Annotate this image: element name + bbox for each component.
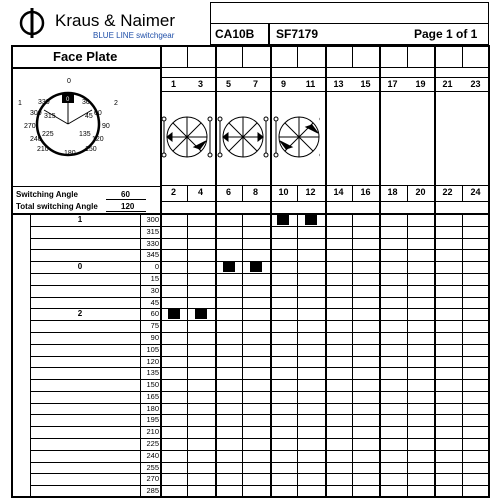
- angle-label: 315: [146, 227, 159, 236]
- grid-column-line: [325, 45, 327, 498]
- terminal-label-top: 7: [252, 79, 258, 89]
- cam-stage-2: [218, 117, 268, 157]
- svg-text:180: 180: [64, 150, 76, 157]
- terminal-label-bottom: 6: [225, 187, 231, 197]
- angle-label: 225: [146, 439, 159, 448]
- svg-text:90: 90: [102, 123, 110, 130]
- grid-column-line: [270, 45, 272, 498]
- terminal-label-bottom: 20: [415, 187, 426, 197]
- diagram-code-label: SF7179: [276, 27, 319, 41]
- grid-row-line: [30, 308, 489, 309]
- switching-angle-label: Switching Angle: [16, 190, 78, 199]
- angle-label: 210: [146, 427, 159, 436]
- grid-row-line: [30, 320, 489, 321]
- terminal-label-bottom: 18: [387, 187, 398, 197]
- angle-label: 135: [146, 368, 159, 377]
- grid-row-line: [30, 438, 489, 439]
- terminal-label-top: 5: [225, 79, 231, 89]
- terminal-label-top: 13: [333, 79, 344, 89]
- grid-row-line: [30, 332, 489, 333]
- angle-label: 150: [146, 380, 159, 389]
- switching-angle-value: 60: [121, 190, 130, 199]
- dial-pos-0: 0: [67, 78, 71, 85]
- svg-text:240: 240: [30, 136, 42, 143]
- angle-label: 75: [150, 321, 159, 330]
- svg-text:300: 300: [30, 110, 42, 117]
- angle-label: 330: [146, 239, 159, 248]
- terminal-label-top: 15: [360, 79, 371, 89]
- terminal-label-top: 9: [280, 79, 286, 89]
- svg-text:120: 120: [92, 136, 104, 143]
- grid-row-line: [30, 226, 489, 227]
- cam-stage-1: [162, 117, 212, 157]
- grid-row-line: [30, 344, 489, 345]
- total-switching-angle-label: Total switching Angle: [16, 202, 98, 211]
- terminal-label-top: 21: [442, 79, 453, 89]
- angle-label: 285: [146, 486, 159, 495]
- terminal-label-bottom: 8: [252, 187, 258, 197]
- brand-name: Kraus & Naimer: [55, 11, 175, 30]
- svg-text:210: 210: [37, 146, 49, 153]
- face-plate-title: Face Plate: [53, 49, 118, 64]
- svg-text:150: 150: [85, 146, 97, 153]
- grid-column-line: [297, 45, 298, 68]
- grid-row-line: [30, 414, 489, 415]
- grid-row-line: [30, 273, 489, 274]
- position-label: 1: [77, 215, 83, 224]
- terminal-label-top: 1: [170, 79, 176, 89]
- grid-row-line: [30, 426, 489, 427]
- svg-text:270: 270: [24, 123, 36, 130]
- terminal-label-top: 19: [415, 79, 426, 89]
- terminal-label-bottom: 4: [197, 187, 203, 197]
- grid-column-line: [407, 45, 408, 68]
- grid-column-line: [215, 45, 217, 498]
- terminal-label-top: 11: [305, 79, 316, 89]
- contact-closed-marker: [168, 309, 180, 319]
- angle-label: 165: [146, 392, 159, 401]
- svg-text:330: 330: [38, 99, 50, 106]
- grid-row-line: [30, 285, 489, 286]
- angle-label: 255: [146, 463, 159, 472]
- page-indicator: Page 1 of 1: [414, 27, 478, 41]
- svg-text:135: 135: [79, 131, 91, 138]
- angle-column-line: [140, 214, 141, 497]
- terminal-label-bottom: 2: [170, 187, 176, 197]
- angle-label: 195: [146, 415, 159, 424]
- grid-row-line: [30, 379, 489, 380]
- grid-row-line: [30, 238, 489, 239]
- position-label: 0: [77, 262, 83, 271]
- grid-row-line: [30, 249, 489, 250]
- angle-label: 300: [146, 215, 159, 224]
- grid-column-line: [352, 45, 353, 68]
- svg-text:0: 0: [66, 97, 70, 103]
- brand-tagline: BLUE LINE switchgear: [93, 31, 175, 40]
- svg-text:45: 45: [85, 113, 93, 120]
- grid-row-line: [30, 485, 489, 486]
- cam-mechanism-diagram: [160, 107, 320, 167]
- angle-label: 240: [146, 451, 159, 460]
- angle-label: 120: [146, 357, 159, 366]
- grid-row-line: [30, 356, 489, 357]
- terminal-label-bottom: 14: [333, 187, 344, 197]
- angle-label: 0: [154, 262, 159, 271]
- angle-label: 180: [146, 404, 159, 413]
- svg-text:225: 225: [42, 131, 54, 138]
- angle-label: 30: [150, 286, 159, 295]
- grid-column-line: [462, 45, 463, 68]
- terminal-label-top: 3: [197, 79, 203, 89]
- angle-label: 105: [146, 345, 159, 354]
- total-switching-angle-value: 120: [121, 202, 135, 211]
- terminal-label-bottom: 16: [360, 187, 371, 197]
- terminal-label-top: 23: [470, 79, 481, 89]
- grid-row-line: [30, 473, 489, 474]
- terminal-label-bottom: 10: [278, 187, 289, 197]
- grid-column-line: [379, 45, 381, 498]
- svg-text:60: 60: [94, 110, 102, 117]
- angle-label: 15: [150, 274, 159, 283]
- grid-row-line: [30, 367, 489, 368]
- svg-text:30: 30: [82, 99, 90, 106]
- brand-logo-icon: [17, 6, 47, 40]
- face-plate-dial-icon: [12, 74, 162, 179]
- row-label-line: [30, 214, 31, 497]
- svg-text:315: 315: [44, 113, 56, 120]
- angle-label: 60: [150, 309, 159, 318]
- contact-closed-marker: [277, 215, 289, 225]
- grid-column-line: [242, 45, 243, 68]
- angle-label: 45: [150, 298, 159, 307]
- terminal-label-bottom: 22: [442, 187, 453, 197]
- grid-row-line: [30, 391, 489, 392]
- grid-row-line: [30, 462, 489, 463]
- contact-closed-marker: [250, 262, 262, 272]
- position-label: 2: [77, 309, 83, 318]
- contact-closed-marker: [223, 262, 235, 272]
- dial-pos-2: 2: [114, 100, 118, 107]
- angle-label: 90: [150, 333, 159, 342]
- contact-closed-marker: [305, 215, 317, 225]
- contact-closed-marker: [195, 309, 207, 319]
- grid-column-line: [434, 45, 436, 498]
- angle-label: 345: [146, 250, 159, 259]
- terminal-label-top: 17: [387, 79, 398, 89]
- grid-row-line: [30, 450, 489, 451]
- grid-row-line: [30, 297, 489, 298]
- cam-stage-3: [274, 117, 320, 157]
- model-label: CA10B: [215, 27, 255, 41]
- angle-label: 270: [146, 474, 159, 483]
- grid-row-line: [30, 403, 489, 404]
- dial-pos-1: 1: [18, 100, 22, 107]
- grid-column-line: [187, 45, 188, 68]
- terminal-label-bottom: 24: [470, 187, 481, 197]
- terminal-label-bottom: 12: [305, 187, 316, 197]
